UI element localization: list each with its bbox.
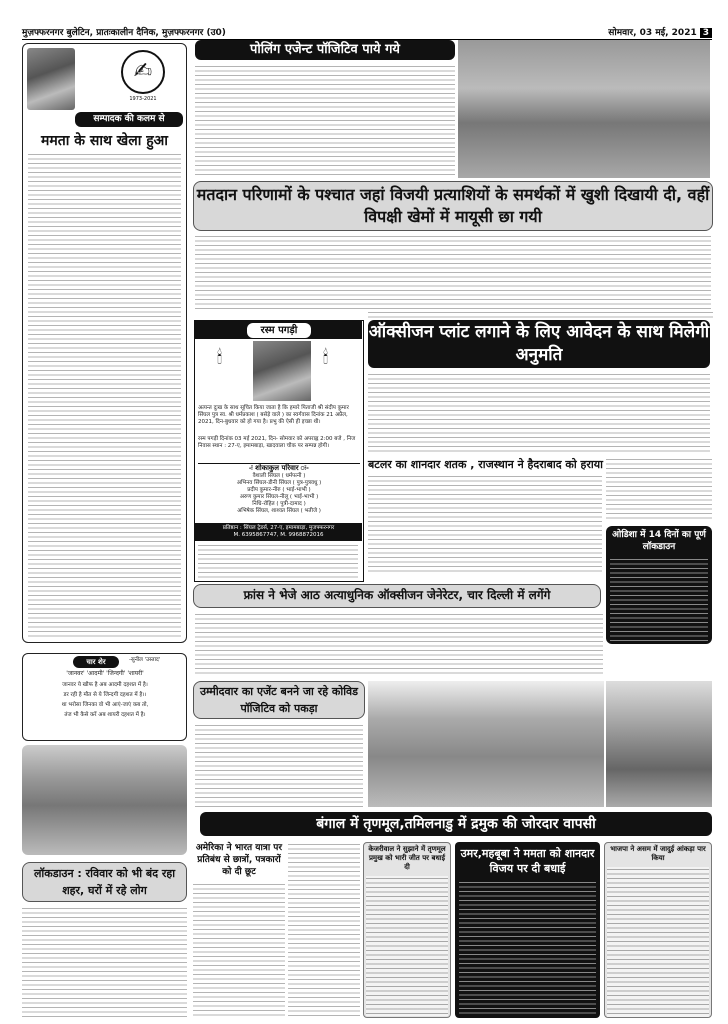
odisha-box: [606, 526, 712, 644]
lockdown-body: [22, 906, 187, 1018]
obituary-photo: [253, 341, 311, 401]
headline-odisha: ओडिशा में 14 दिनों का पूर्ण लॉकडाउन: [612, 530, 706, 552]
lamp-icon-left: 🕯: [217, 347, 223, 368]
spacer: [193, 812, 197, 813]
omar-body: [459, 880, 596, 1014]
editorial-badge: सम्पादक की कलम से: [75, 112, 183, 127]
family-heading: -ः शोकाकुल परिवार ः-: [198, 463, 360, 473]
polling-photo: [458, 40, 710, 178]
lockdown-photo: [22, 745, 187, 855]
headline-lockdown: लॉकडाउन : रविवार को भी बंद रहा शहर, घरों में रहे लोग: [22, 862, 187, 902]
bjp-assam-box: [604, 842, 712, 1018]
obituary-notice: अत्यन्त दुःख के साथ सूचित किया जाता है कि हमारे पिताजी श्री संदीप कुमार सिंघल पुत्र स्व. श्री धर्मप्रकाश ( बसेड़े वाले ) का स्वर्गवास दिनांक 21 अप्रैल, 2021, दिन-बुधवार को हो गया है। प्रभु की ऐसी ही इच्छा थी।: [198, 405, 349, 425]
editorial-title: ममता के साथ खेला हुआ: [41, 133, 168, 149]
headline-bjp-assam: भाजपा ने असम में जादुई आंकड़ा पार किया: [610, 845, 706, 862]
logo-years: 1973-2021: [129, 96, 157, 102]
candidate-agent-body: [195, 723, 363, 809]
poem-title: 'जानवर' 'आदमी' 'जिन्दगी' 'शायरी': [66, 670, 144, 677]
family-member: अभिनव सिंघल-डीनी सिंघल ( पुत्र-पुत्रवधु ): [236, 480, 322, 486]
results-body: [195, 234, 711, 310]
headline-france: फ्रांस ने भेजे आठ अत्याधुनिक ऑक्सीजन जेनेरेटर, चार दिल्ली में लगेंगे: [193, 584, 601, 608]
odisha-body: [610, 557, 708, 643]
paper-name: मुज़फ्फरनगर बुलेटिन, प्रातःकालीन दैनिक, मुज़फ्फरनगर (उ0): [22, 28, 226, 38]
obituary-box: [194, 320, 364, 582]
issue-date: [608, 27, 712, 39]
headline-oxygen-plant: ऑक्सीजन प्लांट लगाने के लिए आवेदन के साथ मिलेगी अनुमति: [368, 320, 710, 368]
results-body-tail: [368, 310, 713, 318]
poem-lines: [25, 680, 185, 720]
poem-author: -सुनील 'उस्ताद': [129, 657, 161, 663]
barricade-photo: [368, 681, 604, 807]
america-body: [193, 882, 285, 1018]
headline-candidate-agent: उम्मीदवार का एजेंट बनने जा रहे कोविड पॉजिटिव को पकड़ा: [193, 681, 365, 719]
lamp-icon-right: 🕯: [323, 347, 329, 368]
side-body: [606, 457, 712, 521]
kejriwal-box: [363, 842, 451, 1018]
editor-photo: [27, 48, 75, 110]
obituary-ceremony: रस्म पगड़ी दिनांक 03 मई 2021, दिन- सोमवार को अपराह्न 2:00 बजे , निज निवास स्थान : 27-ए, इमामबाड़ा, खादवाला चौक पर सम्पन्न होगी।: [198, 436, 356, 449]
family-member: वैशाली सिंघल ( धर्मपत्नी ): [252, 473, 306, 479]
obituary-filler: [198, 543, 358, 579]
headline-kejriwal: केजरीवाल ने सुझाने में तृणमूल प्रमुख को भारी जीत पर बधाई दी: [368, 845, 446, 871]
obituary-footer: [195, 523, 362, 541]
headline-results: मतदान परिणामों के पश्चात जहां विजयी प्रत्याशियों के समर्थकों में खुशी दिखायी दी, वहीं विपक्षी खेमों में मायूसी छा गयी: [193, 181, 713, 231]
police-photo: [606, 681, 712, 807]
headline-bengal: बंगाल में तृणमूल,तमिलनाडु में द्रमुक की जोरदार वापसी: [200, 812, 712, 836]
poem-box: [22, 653, 187, 741]
kejriwal-body: [366, 876, 448, 1016]
masthead: [22, 26, 712, 40]
phone-numbers: M. 6395867747, M. 9968872016: [233, 532, 324, 538]
date-text: सोमवार, 03 मई, 2021: [608, 28, 697, 38]
pen-logo-icon: ✍: [121, 50, 165, 94]
oxygen-plant-body: [368, 372, 710, 454]
poem-line: तंज भी कैसे करें अब शायरी दहशत में है।: [64, 712, 146, 718]
editorial-body: [28, 152, 181, 640]
headline-butler: बटलर का शानदार शतक , राजस्थान ने हैदराबाद को हराया: [368, 458, 603, 471]
family-member: निधि-रोहित ( पुत्री-दामाद ): [252, 501, 306, 507]
polling-body: [195, 64, 455, 176]
family-member: प्रदीप कुमार-नीरु ( भाई-भाभी ): [247, 487, 311, 493]
page-number: 3: [700, 28, 712, 38]
editorial-column: [22, 43, 187, 643]
poem-line: था भरोसा जिनका वो भी आएं-जाएं कब तो,: [61, 702, 149, 708]
headline-omar: उमर,महबूबा ने ममता को शानदार विजय पर दी बधाई: [460, 847, 595, 875]
bengal-body: [288, 842, 360, 1018]
headline-polling: पोलिंग एजेन्ट पॉजिटिव पाये गये: [195, 40, 455, 60]
bjp-assam-body: [607, 867, 709, 1017]
butler-body: [368, 474, 602, 574]
headline-america: अमेरिका ने भारत यात्रा पर प्रतिबंध से छात्रों, पत्रकारों को दी छूट: [195, 843, 283, 877]
omar-box: [455, 842, 600, 1018]
obituary-title: रस्म पगड़ी: [247, 323, 311, 338]
poem-badge: चार शेर: [73, 656, 119, 668]
poem-line: जानवर ये खौफ है अब आदमी दहशत में है।: [62, 682, 148, 688]
poem-line: डर रही है मौत से ये जिन्दगी दहशत में है।।: [63, 692, 147, 698]
shop-address: प्रतिष्ठान : सिंघल ट्रेडर्स, 27-ए, इमामबाड़ा, मुजफ्फरनगर: [222, 525, 335, 531]
family-list: [198, 473, 360, 515]
france-body: [195, 612, 603, 676]
family-member: अरुण कुमार सिंघल-नीलू ( भाई-भाभी ): [239, 494, 319, 500]
family-member: अभिषेक सिंघल, शाश्वत सिंघल ( भतीजे ): [237, 508, 321, 514]
